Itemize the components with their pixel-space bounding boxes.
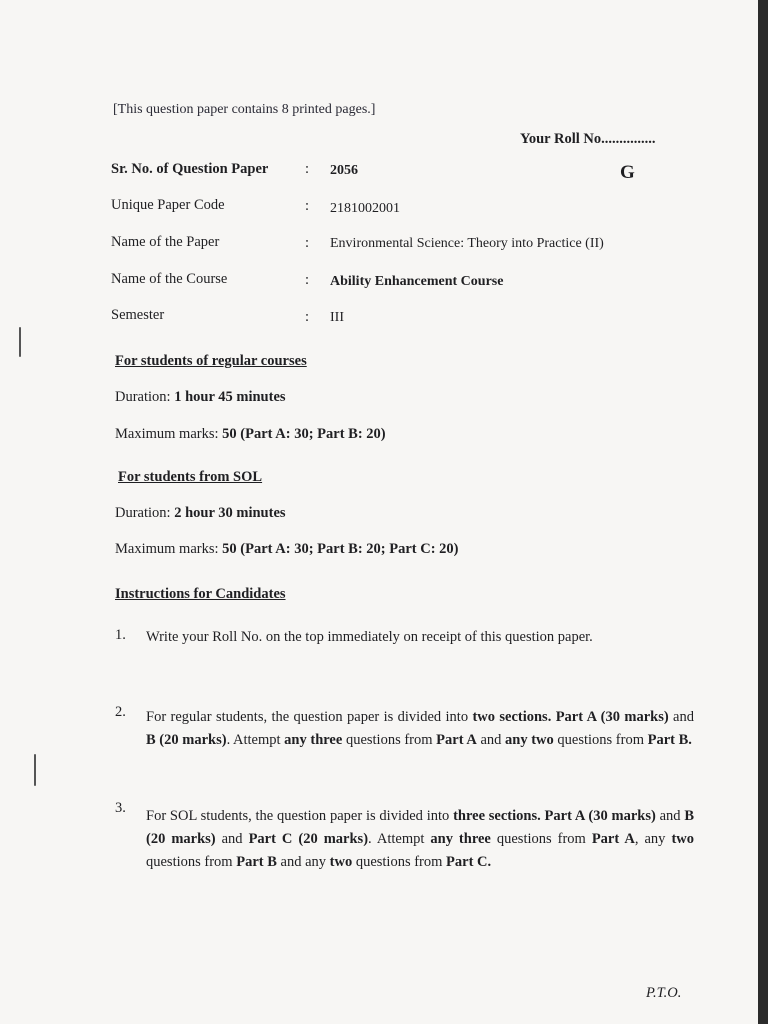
instruction-text: . Attempt <box>226 732 285 748</box>
duration-label: Duration: <box>115 389 171 405</box>
please-turn-over: P.T.O. <box>646 985 682 1001</box>
instruction-emphasis: two sections. <box>472 709 552 725</box>
instruction-emphasis: any three <box>430 831 491 847</box>
page-edge-shadow <box>758 0 768 1024</box>
course-name-value: Ability Enhancement Course <box>330 274 504 289</box>
instruction-1 <box>146 626 694 649</box>
instruction-emphasis: three sections. <box>453 808 541 824</box>
paper-set-letter: G <box>620 162 635 183</box>
duration-label: Duration: <box>115 505 171 521</box>
paper-name-value: Environmental Science: Theory into Practice (II) <box>330 236 604 251</box>
instruction-emphasis: Part A <box>591 831 635 847</box>
regular-duration <box>115 389 286 406</box>
instruction-emphasis: Part A <box>436 732 477 748</box>
instruction-text: . Attempt <box>368 831 431 847</box>
instruction-text: , any <box>634 831 672 847</box>
instruction-text: and any <box>276 854 330 870</box>
instruction-emphasis: B (20 marks) <box>146 732 227 748</box>
instruction-emphasis: Part C. <box>446 854 492 870</box>
colon: : <box>305 272 310 288</box>
course-name-label: Name of the Course <box>111 271 228 287</box>
instruction-text: and <box>476 732 506 748</box>
paper-code-label: Unique Paper Code <box>111 197 225 213</box>
colon: : <box>305 198 310 214</box>
instruction-text: For regular students, the question paper is divided into <box>146 709 473 725</box>
serial-number-value: 2056 <box>330 163 358 178</box>
margin-mark <box>19 327 21 357</box>
roll-number-label: Your Roll No............... <box>520 131 656 147</box>
duration-value: 2 hour 30 minutes <box>174 505 286 521</box>
instruction-text: and <box>668 709 694 725</box>
max-marks-value: 50 (Part A: 30; Part B: 20; Part C: 20) <box>222 541 459 557</box>
instruction-text: questions from <box>146 854 237 870</box>
sol-max-marks <box>115 541 459 558</box>
sol-heading: For students from SOL <box>118 469 263 485</box>
regular-courses-heading: For students of regular courses <box>115 353 307 369</box>
colon: : <box>305 235 310 251</box>
instruction-emphasis: Part B <box>236 854 277 870</box>
semester-value: III <box>330 310 344 325</box>
instruction-number: 1. <box>115 627 126 643</box>
instruction-emphasis: Part A (30 marks) <box>555 709 669 725</box>
colon: : <box>305 161 310 177</box>
instruction-emphasis: Part B. <box>647 732 692 748</box>
paper-code-value: 2181002001 <box>330 201 400 216</box>
instruction-text: Write your Roll No. on the top immediately on receipt of this question paper. <box>146 629 593 645</box>
instruction-text: questions from <box>352 854 447 870</box>
instruction-text: questions from <box>342 732 437 748</box>
semester-label: Semester <box>111 307 165 323</box>
instruction-text: questions from <box>553 732 648 748</box>
sol-duration <box>115 505 286 522</box>
instruction-3 <box>146 805 694 874</box>
max-marks-label: Maximum marks: <box>115 541 219 557</box>
page-count-note: [This question paper contains 8 printed pages.] <box>113 102 376 117</box>
instruction-emphasis: Part A (30 marks) <box>544 808 656 824</box>
instruction-emphasis: any two <box>505 732 554 748</box>
instruction-2 <box>146 706 694 752</box>
instructions-heading: Instructions for Candidates <box>115 586 286 602</box>
instruction-emphasis: any three <box>284 732 343 748</box>
margin-mark <box>34 754 36 786</box>
serial-number-label: Sr. No. of Question Paper <box>111 161 269 177</box>
duration-value: 1 hour 45 minutes <box>174 389 286 405</box>
instruction-text: questions from <box>490 831 592 847</box>
paper-name-label: Name of the Paper <box>111 234 220 250</box>
instruction-emphasis: B (20 marks) <box>146 808 694 847</box>
colon: : <box>305 309 310 325</box>
instruction-number: 2. <box>115 704 126 720</box>
max-marks-value: 50 (Part A: 30; Part B: 20) <box>222 426 386 442</box>
instruction-emphasis: two <box>329 854 353 870</box>
regular-max-marks <box>115 426 386 443</box>
instruction-text: and <box>655 808 685 824</box>
instruction-emphasis: Part C (20 marks) <box>248 831 369 847</box>
instruction-text: For SOL students, the question paper is divided into <box>146 808 454 824</box>
instruction-text: and <box>215 831 249 847</box>
max-marks-label: Maximum marks: <box>115 426 219 442</box>
instruction-number: 3. <box>115 800 126 816</box>
instruction-emphasis: two <box>671 831 694 847</box>
